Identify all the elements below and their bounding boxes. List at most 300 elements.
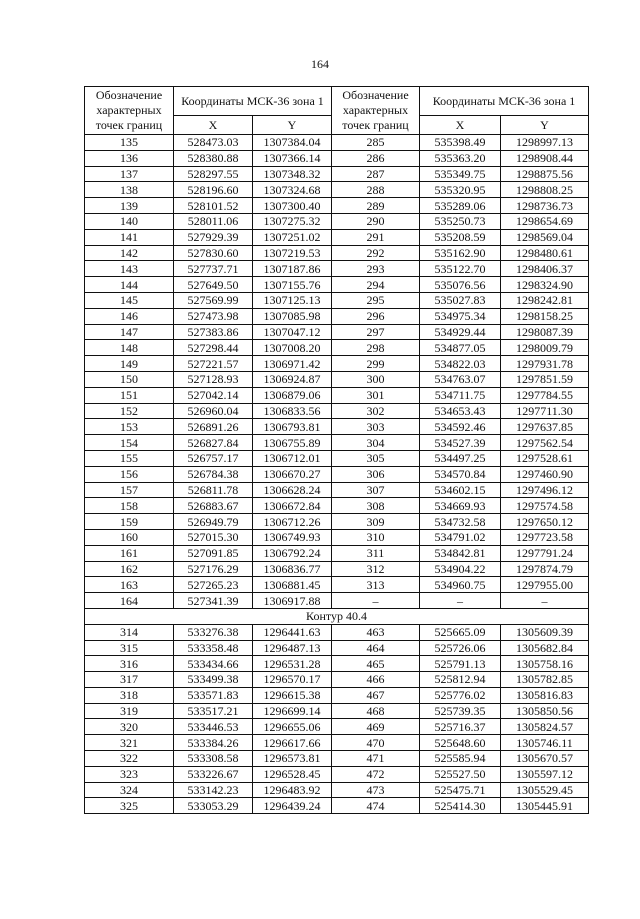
table-row: [85, 229, 589, 245]
table-cell: 306: [332, 466, 420, 482]
table-cell: 290: [332, 213, 420, 229]
table-cell: 1305682.84: [501, 640, 589, 656]
table-cell: 313: [332, 577, 420, 593]
section-row: [85, 608, 589, 624]
table-cell: 1306881.45: [253, 577, 332, 593]
table-cell: 527473.98: [174, 308, 253, 324]
table-cell: 1306749.93: [253, 529, 332, 545]
table-cell: 299: [332, 356, 420, 372]
table-cell: 535208.59: [420, 229, 501, 245]
table-cell: 314: [85, 624, 174, 640]
table-cell: 525585.94: [420, 751, 501, 767]
table-row: [85, 545, 589, 561]
table-cell: 534602.15: [420, 482, 501, 498]
table-cell: 1297637.85: [501, 419, 589, 435]
table-cell: 137: [85, 166, 174, 182]
table-cell: 287: [332, 166, 420, 182]
table-cell: 1306924.87: [253, 371, 332, 387]
table-cell: 527649.50: [174, 277, 253, 293]
table-cell: 526960.04: [174, 403, 253, 419]
table-row: [85, 498, 589, 514]
table-cell: 535250.73: [420, 213, 501, 229]
table-cell: 534842.81: [420, 545, 501, 561]
table-cell: 525739.35: [420, 703, 501, 719]
table-row: [85, 640, 589, 656]
table-cell: 1296655.06: [253, 719, 332, 735]
table-cell: 528196.60: [174, 182, 253, 198]
table-cell: 528473.03: [174, 135, 253, 151]
table-cell: 527569.99: [174, 292, 253, 308]
table-row: [85, 450, 589, 466]
table-cell: 1298480.61: [501, 245, 589, 261]
table-cell: 1307348.32: [253, 166, 332, 182]
table-cell: 141: [85, 229, 174, 245]
table-cell: 1306712.26: [253, 514, 332, 530]
table-cell: 1297562.54: [501, 435, 589, 451]
table-cell: 1298569.04: [501, 229, 589, 245]
table-cell: 469: [332, 719, 420, 735]
table-cell: 142: [85, 245, 174, 261]
table-cell: 1306792.24: [253, 545, 332, 561]
table-cell: 471: [332, 751, 420, 767]
table-cell: 1307300.40: [253, 198, 332, 214]
table-cell: 158: [85, 498, 174, 514]
table-cell: 1307047.12: [253, 324, 332, 340]
header-coords-left: Координаты МСК-36 зона 1: [174, 87, 332, 116]
table-cell: 153: [85, 419, 174, 435]
table-cell: 1306672.84: [253, 498, 332, 514]
table-cell: 1307155.76: [253, 277, 332, 293]
table-cell: 1307366.14: [253, 150, 332, 166]
table-cell: 301: [332, 387, 420, 403]
table-cell: 533499.38: [174, 672, 253, 688]
table-cell: 527265.23: [174, 577, 253, 593]
table-row: [85, 135, 589, 151]
table-cell: 322: [85, 751, 174, 767]
table-cell: 150: [85, 371, 174, 387]
table-cell: 1297711.30: [501, 403, 589, 419]
table-cell: 1306833.56: [253, 403, 332, 419]
table-cell: 470: [332, 735, 420, 751]
table-cell: 146: [85, 308, 174, 324]
table-row: [85, 419, 589, 435]
table-cell: 1298997.13: [501, 135, 589, 151]
table-cell: 1297574.58: [501, 498, 589, 514]
table-cell: 1297650.12: [501, 514, 589, 530]
table-row: [85, 672, 589, 688]
table-cell: 320: [85, 719, 174, 735]
table-cell: 1305609.39: [501, 624, 589, 640]
table-cell: 156: [85, 466, 174, 482]
table-cell: 533053.29: [174, 798, 253, 814]
table-cell: 535162.90: [420, 245, 501, 261]
table-cell: 534929.44: [420, 324, 501, 340]
table-cell: 164: [85, 593, 174, 609]
table-cell: 525716.37: [420, 719, 501, 735]
table-cell: 527830.60: [174, 245, 253, 261]
table-cell: 527176.29: [174, 561, 253, 577]
table-cell: 526949.79: [174, 514, 253, 530]
table-cell: 163: [85, 577, 174, 593]
table-cell: 155: [85, 450, 174, 466]
table-row: [85, 735, 589, 751]
table-cell: 1297723.58: [501, 529, 589, 545]
table-cell: 526883.67: [174, 498, 253, 514]
header-y-left: Y: [253, 116, 332, 135]
table-row: [85, 261, 589, 277]
table-cell: 534711.75: [420, 387, 501, 403]
table-cell: 136: [85, 150, 174, 166]
table-cell: 300: [332, 371, 420, 387]
table-cell: 1306793.81: [253, 419, 332, 435]
table-cell: 534960.75: [420, 577, 501, 593]
table-cell: 291: [332, 229, 420, 245]
table-row: [85, 482, 589, 498]
table-cell: –: [501, 593, 589, 609]
table-cell: 1307324.68: [253, 182, 332, 198]
table-cell: 140: [85, 213, 174, 229]
table-cell: 289: [332, 198, 420, 214]
table-cell: 325: [85, 798, 174, 814]
table-cell: 151: [85, 387, 174, 403]
section-title: Контур 40.4: [85, 608, 589, 624]
table-cell: 1307275.32: [253, 213, 332, 229]
header-x-right: X: [420, 116, 501, 135]
table-row: [85, 798, 589, 814]
table-cell: 1297851.59: [501, 371, 589, 387]
table-cell: 1305597.12: [501, 766, 589, 782]
table-cell: 1298087.39: [501, 324, 589, 340]
table-row: [85, 624, 589, 640]
table-cell: 1306879.06: [253, 387, 332, 403]
table-row: [85, 466, 589, 482]
table-cell: 1305529.45: [501, 782, 589, 798]
table-cell: 1306670.27: [253, 466, 332, 482]
table-cell: 525414.30: [420, 798, 501, 814]
table-row: [85, 656, 589, 672]
table-cell: 135: [85, 135, 174, 151]
table-cell: 533142.23: [174, 782, 253, 798]
table-row: [85, 308, 589, 324]
table-cell: 1305670.57: [501, 751, 589, 767]
table-cell: 1306836.77: [253, 561, 332, 577]
table-cell: 1296531.28: [253, 656, 332, 672]
table-row: [85, 356, 589, 372]
table-cell: 525527.50: [420, 766, 501, 782]
header-point-left: Обозначение характерных точек границ: [85, 87, 174, 135]
table-cell: 1296483.92: [253, 782, 332, 798]
table-cell: 535122.70: [420, 261, 501, 277]
table-cell: 1306971.42: [253, 356, 332, 372]
table-cell: 1296699.14: [253, 703, 332, 719]
table-cell: 525475.71: [420, 782, 501, 798]
table-cell: 318: [85, 687, 174, 703]
table-cell: 535398.49: [420, 135, 501, 151]
table-cell: 525726.06: [420, 640, 501, 656]
table-cell: 527929.39: [174, 229, 253, 245]
table-cell: 527221.57: [174, 356, 253, 372]
table-row: [85, 435, 589, 451]
table-row: [85, 150, 589, 166]
table-cell: 1307384.04: [253, 135, 332, 151]
table-cell: 1296617.66: [253, 735, 332, 751]
table-cell: 1306755.89: [253, 435, 332, 451]
table-cell: 535349.75: [420, 166, 501, 182]
table-cell: 1296573.81: [253, 751, 332, 767]
table-cell: 533571.83: [174, 687, 253, 703]
table-body-part1: [85, 135, 589, 609]
table-cell: 534653.43: [420, 403, 501, 419]
table-cell: 535320.95: [420, 182, 501, 198]
table-cell: –: [420, 593, 501, 609]
table-cell: 464: [332, 640, 420, 656]
table-cell: 1296615.38: [253, 687, 332, 703]
table-cell: 463: [332, 624, 420, 640]
table-cell: 526811.78: [174, 482, 253, 498]
table-cell: 308: [332, 498, 420, 514]
table-cell: 1296439.24: [253, 798, 332, 814]
table-row: [85, 593, 589, 609]
table-cell: 303: [332, 419, 420, 435]
table-cell: 534904.22: [420, 561, 501, 577]
table-cell: 533226.67: [174, 766, 253, 782]
table-cell: 1297955.00: [501, 577, 589, 593]
table-cell: 1298808.25: [501, 182, 589, 198]
table-cell: 473: [332, 782, 420, 798]
header-coords-right: Координаты МСК-36 зона 1: [420, 87, 589, 116]
table-cell: 1298009.79: [501, 340, 589, 356]
table-cell: 159: [85, 514, 174, 530]
table-cell: 315: [85, 640, 174, 656]
table-cell: 1297784.55: [501, 387, 589, 403]
table-cell: –: [332, 593, 420, 609]
table-cell: 1305758.16: [501, 656, 589, 672]
table-cell: 145: [85, 292, 174, 308]
coordinates-table: [84, 86, 589, 814]
table-cell: 296: [332, 308, 420, 324]
table-row: [85, 292, 589, 308]
table-cell: 467: [332, 687, 420, 703]
table-cell: 1305746.11: [501, 735, 589, 751]
table-cell: 1305782.85: [501, 672, 589, 688]
table-cell: 285: [332, 135, 420, 151]
header-point-right: Обозначение характерных точек границ: [332, 87, 420, 135]
table-cell: 1298736.73: [501, 198, 589, 214]
table-cell: 534791.02: [420, 529, 501, 545]
table-cell: 534822.03: [420, 356, 501, 372]
table-cell: 1296441.63: [253, 624, 332, 640]
table-row: [85, 245, 589, 261]
table-cell: 534732.58: [420, 514, 501, 530]
table-cell: 293: [332, 261, 420, 277]
table-row: [85, 766, 589, 782]
table-row: [85, 687, 589, 703]
table-cell: 148: [85, 340, 174, 356]
table-cell: 527737.71: [174, 261, 253, 277]
table-cell: 144: [85, 277, 174, 293]
table-cell: 525791.13: [420, 656, 501, 672]
table-cell: 528101.52: [174, 198, 253, 214]
table-row: [85, 166, 589, 182]
table-cell: 534975.34: [420, 308, 501, 324]
table-body-part2: [85, 624, 589, 814]
table-cell: 1298406.37: [501, 261, 589, 277]
table-cell: 161: [85, 545, 174, 561]
table-cell: 1306917.88: [253, 593, 332, 609]
table-cell: 527341.39: [174, 593, 253, 609]
table-cell: 526784.38: [174, 466, 253, 482]
table-cell: 527383.86: [174, 324, 253, 340]
table-row: [85, 371, 589, 387]
table-cell: 286: [332, 150, 420, 166]
table-cell: 527091.85: [174, 545, 253, 561]
table-row: [85, 277, 589, 293]
table-cell: 152: [85, 403, 174, 419]
table-cell: 1297496.12: [501, 482, 589, 498]
table-cell: 295: [332, 292, 420, 308]
table-cell: 1307219.53: [253, 245, 332, 261]
table-row: [85, 387, 589, 403]
table-cell: 525812.94: [420, 672, 501, 688]
table-cell: 324: [85, 782, 174, 798]
header-y-right: Y: [501, 116, 589, 135]
table-cell: 305: [332, 450, 420, 466]
table-cell: 157: [85, 482, 174, 498]
table-cell: 292: [332, 245, 420, 261]
table-row: [85, 529, 589, 545]
table-cell: 304: [332, 435, 420, 451]
table-cell: 162: [85, 561, 174, 577]
table-cell: 1305850.56: [501, 703, 589, 719]
table-row: [85, 213, 589, 229]
table-cell: 317: [85, 672, 174, 688]
table-cell: 1306712.01: [253, 450, 332, 466]
table-cell: 533446.53: [174, 719, 253, 735]
header-x-left: X: [174, 116, 253, 135]
table-cell: 533517.21: [174, 703, 253, 719]
table-cell: 528297.55: [174, 166, 253, 182]
table-cell: 527128.93: [174, 371, 253, 387]
table-cell: 1307125.13: [253, 292, 332, 308]
table-cell: 1307085.98: [253, 308, 332, 324]
table-cell: 319: [85, 703, 174, 719]
table-cell: 534570.84: [420, 466, 501, 482]
table-cell: 302: [332, 403, 420, 419]
table-cell: 527298.44: [174, 340, 253, 356]
table-cell: 1297874.79: [501, 561, 589, 577]
table-cell: 312: [332, 561, 420, 577]
table-cell: 147: [85, 324, 174, 340]
table-cell: 1298158.25: [501, 308, 589, 324]
table-cell: 525648.60: [420, 735, 501, 751]
table-cell: 465: [332, 656, 420, 672]
table-cell: 1298875.56: [501, 166, 589, 182]
table-cell: 526757.17: [174, 450, 253, 466]
table-cell: 1297931.78: [501, 356, 589, 372]
table-cell: 534497.25: [420, 450, 501, 466]
table-cell: 527015.30: [174, 529, 253, 545]
table-cell: 528380.88: [174, 150, 253, 166]
table-cell: 533358.48: [174, 640, 253, 656]
table-cell: 1305445.91: [501, 798, 589, 814]
table-cell: 534877.05: [420, 340, 501, 356]
table-cell: 1307008.20: [253, 340, 332, 356]
table-cell: 321: [85, 735, 174, 751]
table-cell: 316: [85, 656, 174, 672]
table-cell: 533434.66: [174, 656, 253, 672]
table-cell: 1298324.90: [501, 277, 589, 293]
table-cell: 1296528.45: [253, 766, 332, 782]
table-cell: 525776.02: [420, 687, 501, 703]
table-cell: 534763.07: [420, 371, 501, 387]
table-cell: 1297528.61: [501, 450, 589, 466]
table-cell: 1296487.13: [253, 640, 332, 656]
table-cell: 288: [332, 182, 420, 198]
table-cell: 1306628.24: [253, 482, 332, 498]
table-cell: 535363.20: [420, 150, 501, 166]
table-cell: 535076.56: [420, 277, 501, 293]
table-cell: 1297460.90: [501, 466, 589, 482]
table-cell: 310: [332, 529, 420, 545]
table-cell: 1298242.81: [501, 292, 589, 308]
table-cell: 526891.26: [174, 419, 253, 435]
table-cell: 1298908.44: [501, 150, 589, 166]
table-cell: 297: [332, 324, 420, 340]
table-row: [85, 782, 589, 798]
table-cell: 528011.06: [174, 213, 253, 229]
table-cell: 533308.58: [174, 751, 253, 767]
table-cell: 298: [332, 340, 420, 356]
table-cell: 472: [332, 766, 420, 782]
table-cell: 294: [332, 277, 420, 293]
table-cell: 534592.46: [420, 419, 501, 435]
table-cell: 160: [85, 529, 174, 545]
table-cell: 323: [85, 766, 174, 782]
table-row: [85, 561, 589, 577]
table-row: [85, 751, 589, 767]
table-cell: 526827.84: [174, 435, 253, 451]
table-row: [85, 182, 589, 198]
table-cell: 1298654.69: [501, 213, 589, 229]
table-row: [85, 198, 589, 214]
table-cell: 1305816.83: [501, 687, 589, 703]
table-row: [85, 324, 589, 340]
table-cell: 474: [332, 798, 420, 814]
table-cell: 534669.93: [420, 498, 501, 514]
table-row: [85, 340, 589, 356]
table-cell: 535027.83: [420, 292, 501, 308]
table-cell: 527042.14: [174, 387, 253, 403]
table-cell: 1305824.57: [501, 719, 589, 735]
table-row: [85, 577, 589, 593]
table-cell: 149: [85, 356, 174, 372]
table-cell: 535289.06: [420, 198, 501, 214]
table-cell: 1296570.17: [253, 672, 332, 688]
table-row: [85, 514, 589, 530]
table-cell: 525665.09: [420, 624, 501, 640]
table-cell: 1307187.86: [253, 261, 332, 277]
table-cell: 1297791.24: [501, 545, 589, 561]
table-cell: 309: [332, 514, 420, 530]
table-row: [85, 403, 589, 419]
page-number: 164: [311, 57, 329, 71]
table-cell: 311: [332, 545, 420, 561]
table-cell: 154: [85, 435, 174, 451]
table-row: [85, 703, 589, 719]
table-cell: 307: [332, 482, 420, 498]
table-cell: 143: [85, 261, 174, 277]
table-cell: 468: [332, 703, 420, 719]
